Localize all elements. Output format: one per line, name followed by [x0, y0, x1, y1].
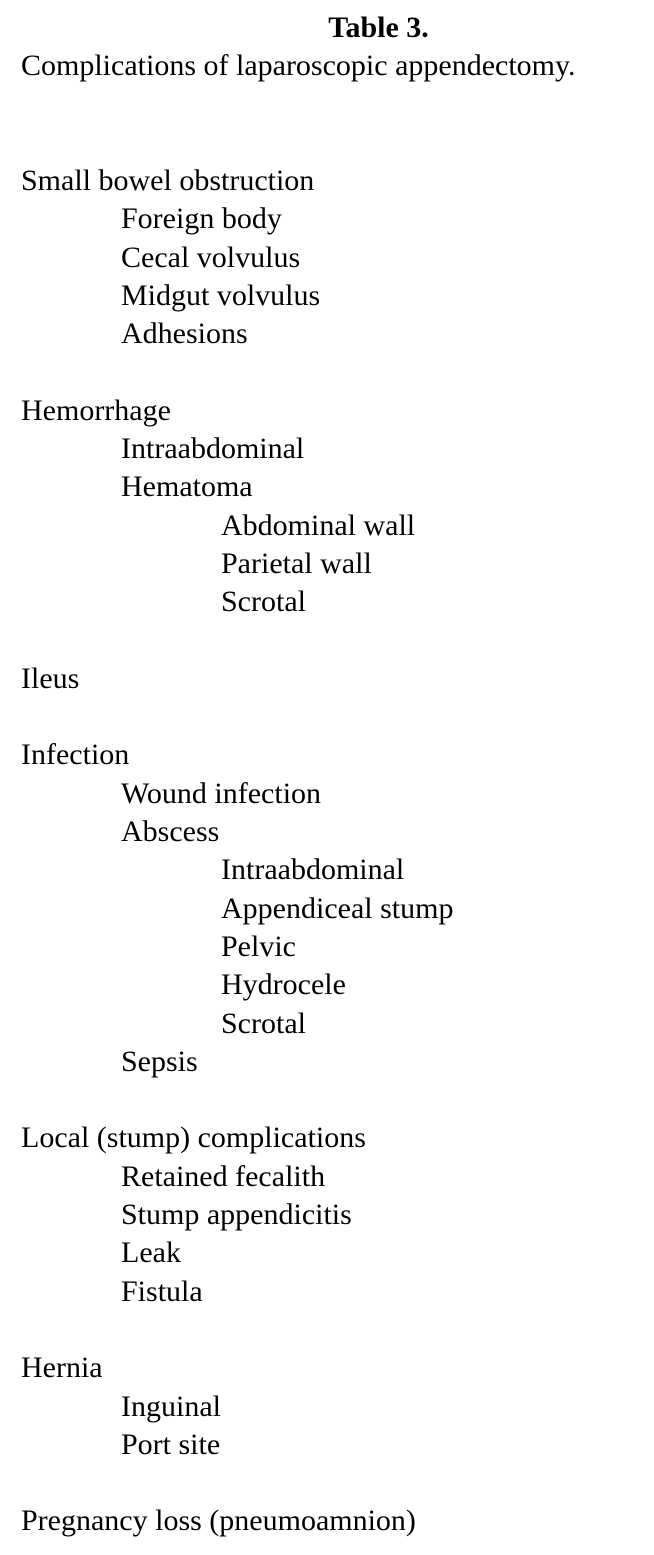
section-heading: Local (stump) complications [21, 1121, 366, 1155]
section-heading: Hemorrhage [21, 393, 171, 427]
list-item: Adhesions [121, 317, 248, 351]
section-heading: Hernia [21, 1351, 103, 1385]
list-item: Port site [121, 1427, 221, 1461]
sub-list-item: Scrotal [221, 1006, 306, 1040]
sub-list-item: Abdominal wall [221, 508, 416, 542]
list-item: Wound infection [121, 776, 322, 810]
list-item: Inguinal [121, 1389, 221, 1423]
sub-list-item: Parietal wall [221, 546, 372, 580]
sub-list-item: Hydrocele [221, 968, 346, 1002]
sub-list-item: Scrotal [221, 585, 306, 619]
section-spacer [21, 1464, 453, 1502]
list-item: Abscess [121, 815, 220, 849]
section-spacer [21, 1311, 453, 1349]
sub-list-item: Appendiceal stump [221, 891, 454, 925]
list-item: Cecal volvulus [121, 240, 301, 274]
sub-list-item: Pelvic [221, 929, 296, 963]
list-item: Foreign body [121, 202, 282, 236]
section-spacer [21, 353, 453, 391]
section-spacer [21, 698, 453, 736]
section-heading: Pregnancy loss (pneumoamnion) [21, 1504, 416, 1538]
list-item: Midgut volvulus [121, 278, 321, 312]
list-item: Retained fecalith [121, 1159, 326, 1193]
table-title: Table 3. [328, 11, 429, 44]
table-caption: Complications of laparoscopic appendectomy. [21, 49, 576, 82]
list-item: Intraabdominal [121, 432, 305, 466]
list-item: Stump appendicitis [121, 1198, 352, 1232]
section-spacer [21, 622, 453, 660]
section-heading: Ileus [21, 661, 80, 695]
sub-list-item: Intraabdominal [221, 853, 405, 887]
list-item: Fistula [121, 1274, 203, 1308]
list-item: Hematoma [121, 470, 253, 504]
list-item: Leak [121, 1236, 181, 1270]
section-heading: Small bowel obstruction [21, 164, 315, 197]
section-spacer [21, 1081, 453, 1119]
complications-list [21, 162, 453, 1541]
list-item: Sepsis [121, 1044, 198, 1078]
section-heading: Infection [21, 738, 130, 772]
